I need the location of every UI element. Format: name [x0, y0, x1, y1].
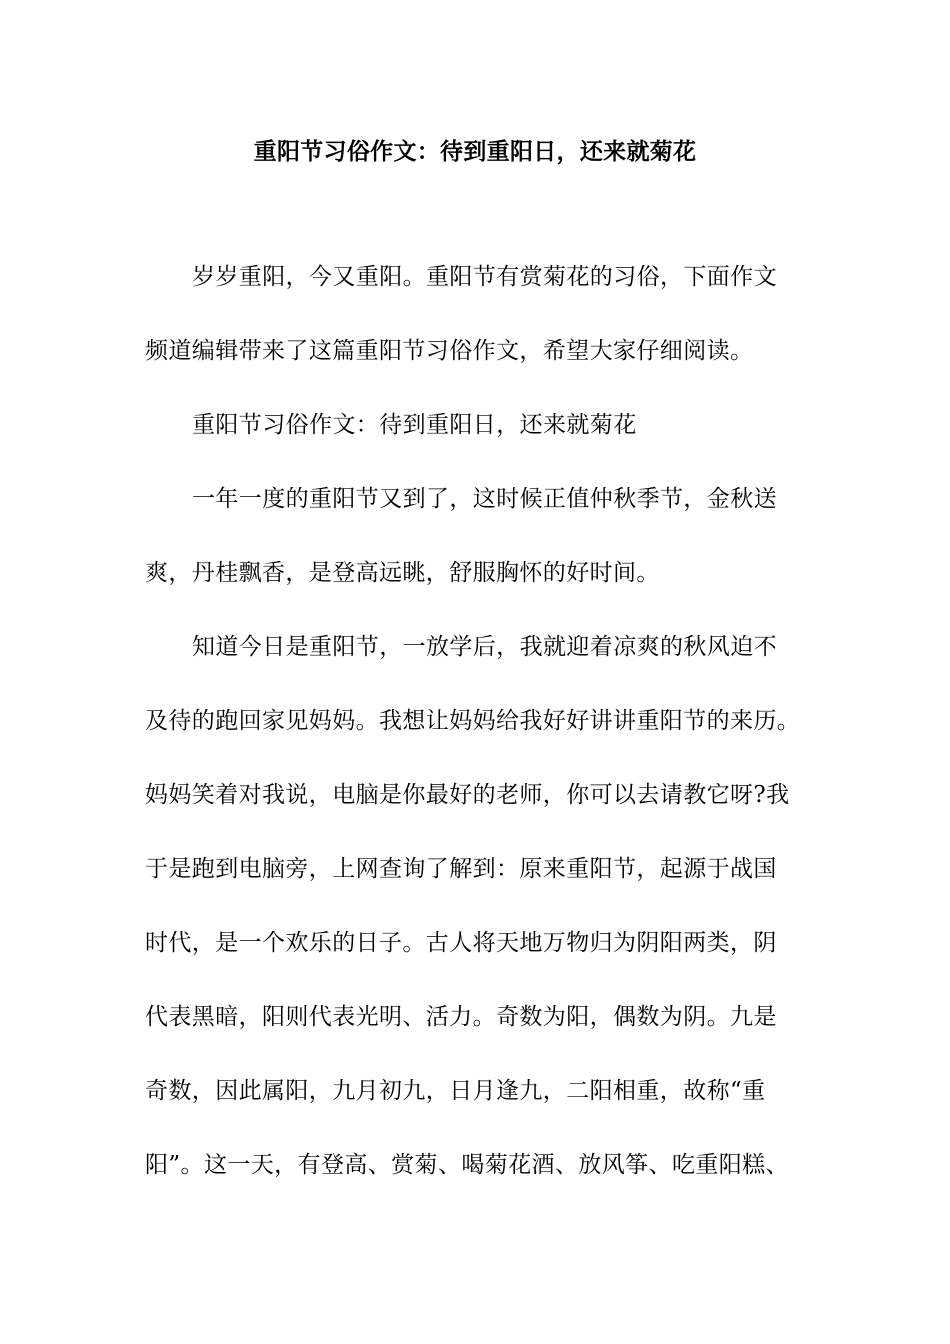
paragraph-4-line-5: 时代，是一个欢乐的日子。古人将天地万物归为阴阳两类，阴	[145, 930, 777, 956]
paragraph-4-line-7: 奇数，因此属阳，九月初九，日月逢九，二阳相重，故称“重	[145, 1078, 766, 1104]
paragraph-1-line-1: 岁岁重阳，今又重阳。重阳节有赏菊花的习俗，下面作文	[192, 264, 777, 290]
paragraph-4-line-6: 代表黑暗，阳则代表光明、活力。奇数为阳，偶数为阴。九是	[145, 1004, 777, 1030]
paragraph-4-line-1: 知道今日是重阳节，一放学后，我就迎着凉爽的秋风迫不	[192, 634, 777, 660]
paragraph-1-line-2: 频道编辑带来了这篇重阳节习俗作文，希望大家仔细阅读。	[145, 338, 754, 364]
paragraph-3-line-2: 爽，丹桂飘香，是登高远眺，舒服胸怀的好时间。	[145, 560, 660, 586]
paragraph-3-line-1: 一年一度的重阳节又到了，这时候正值仲秋季节，金秋送	[192, 486, 777, 512]
paragraph-4-line-2: 及待的跑回家见妈妈。我想让妈妈给我好好讲讲重阳节的来历。	[145, 708, 801, 734]
paragraph-4-line-3: 妈妈笑着对我说，电脑是你最好的老师，你可以去请教它呀?我	[145, 782, 790, 808]
document-title: 重阳节习俗作文：待到重阳日，还来就菊花	[253, 139, 697, 165]
paragraph-4-line-4: 于是跑到电脑旁，上网查询了解到：原来重阳节，起源于战国	[145, 856, 777, 882]
paragraph-4-line-8: 阳”。这一天，有登高、赏菊、喝菊花酒、放风筝、吃重阳糕、	[145, 1152, 789, 1178]
paragraph-2-line-1: 重阳节习俗作文：待到重阳日，还来就菊花	[192, 412, 637, 438]
